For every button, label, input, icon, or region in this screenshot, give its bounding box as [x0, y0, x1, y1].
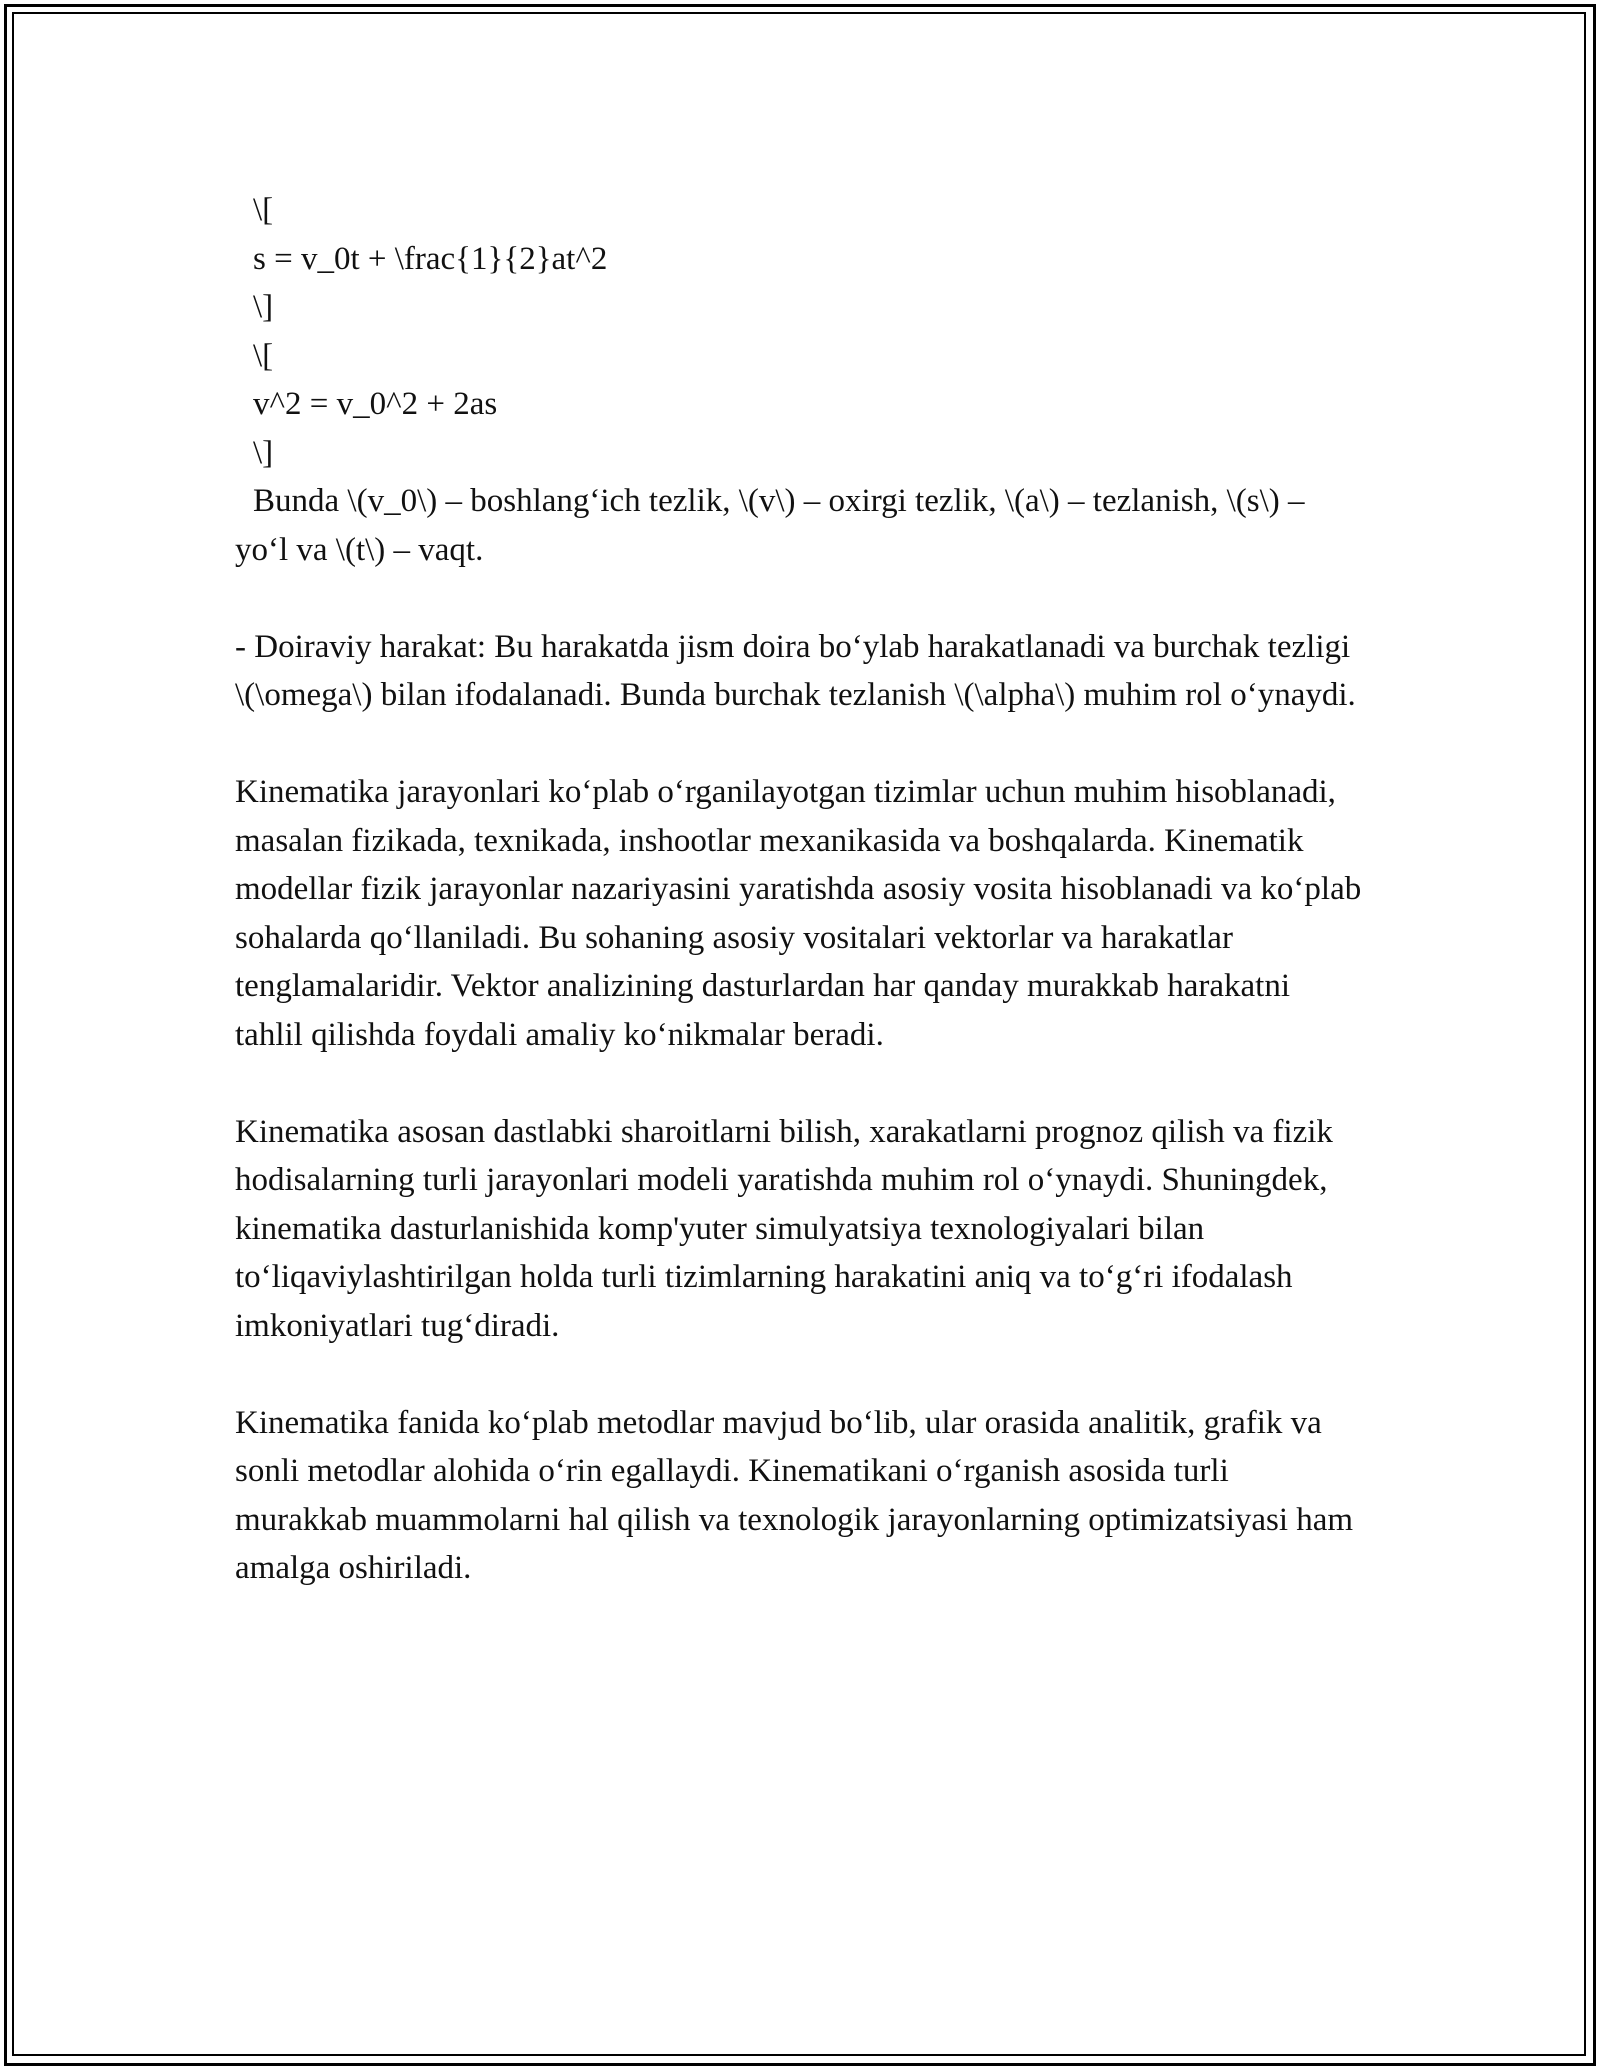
paragraph: - Doiraviy harakat: Bu harakatda jism doira bo‘ylab harakatlanadi va burchak tezligi \(\omega\) bilan ifodalanadi. Bunda burchak tezlanish \(\alpha\) muhim rol o‘ynaydi.	[235, 628, 1356, 713]
paragraph: Kinematika jarayonlari ko‘plab o‘rganilayotgan tizimlar uchun muhim hisoblanadi, masalan fizikada, texnikada, inshootlar mexanikasida va boshqalarda. Kinematik modellar fizik jarayonlar nazariyasini yaratishda asosiy vosita hisoblanadi va ko‘plab sohalarda qo‘llaniladi. Bu sohaning asosiy vositalari vektorlar va harakatlar tenglamalaridir. Vektor analizining dasturlardan har qanday murakkab harakatni tahlil qilishda foydali amaliy ko‘nikmalar beradi.	[235, 774, 1362, 1053]
paragraph: Bunda \(v_0\) – boshlang‘ich tezlik, \(v\) – oxirgi tezlik, \(a\) – tezlanish, \(s\) – yo‘l va \(t\) – vaqt.	[235, 483, 1305, 568]
formula-line: \[	[253, 337, 274, 374]
paragraph: Kinematika fanida ko‘plab metodlar mavjud bo‘lib, ular orasida analitik, grafik va sonli metodlar alohida o‘rin egallaydi. Kinematikani o‘rganish asosida turli murakkab muammolarni hal qilish va texnologik jarayonlarning optimizatsiyasi ham amalga oshiriladi.	[235, 1404, 1354, 1586]
formula-line: \]	[253, 434, 274, 471]
formula-line: s = v_0t + \frac{1}{2}at^2	[253, 240, 608, 277]
paragraph: Kinematika asosan dastlabki sharoitlarni bilish, xarakatlarni prognoz qilish va fizik hodisalarning turli jarayonlari modeli yaratishda muhim rol o‘ynaydi. Shuningdek, kinematika dasturlanishida komp'yuter simulyatsiya texnologiyalari bilan to‘liqaviylashtirilgan holda turli tizimlarning harakatini aniq va to‘g‘ri ifodalash imkoniyatlari tug‘diradi.	[235, 1113, 1333, 1344]
document-body	[235, 186, 1365, 1593]
formula-line: \[	[253, 192, 274, 228]
formula-line: \]	[253, 289, 274, 325]
formula-block	[235, 186, 1365, 477]
formula-line: v^2 = v_0^2 + 2as	[253, 386, 498, 422]
